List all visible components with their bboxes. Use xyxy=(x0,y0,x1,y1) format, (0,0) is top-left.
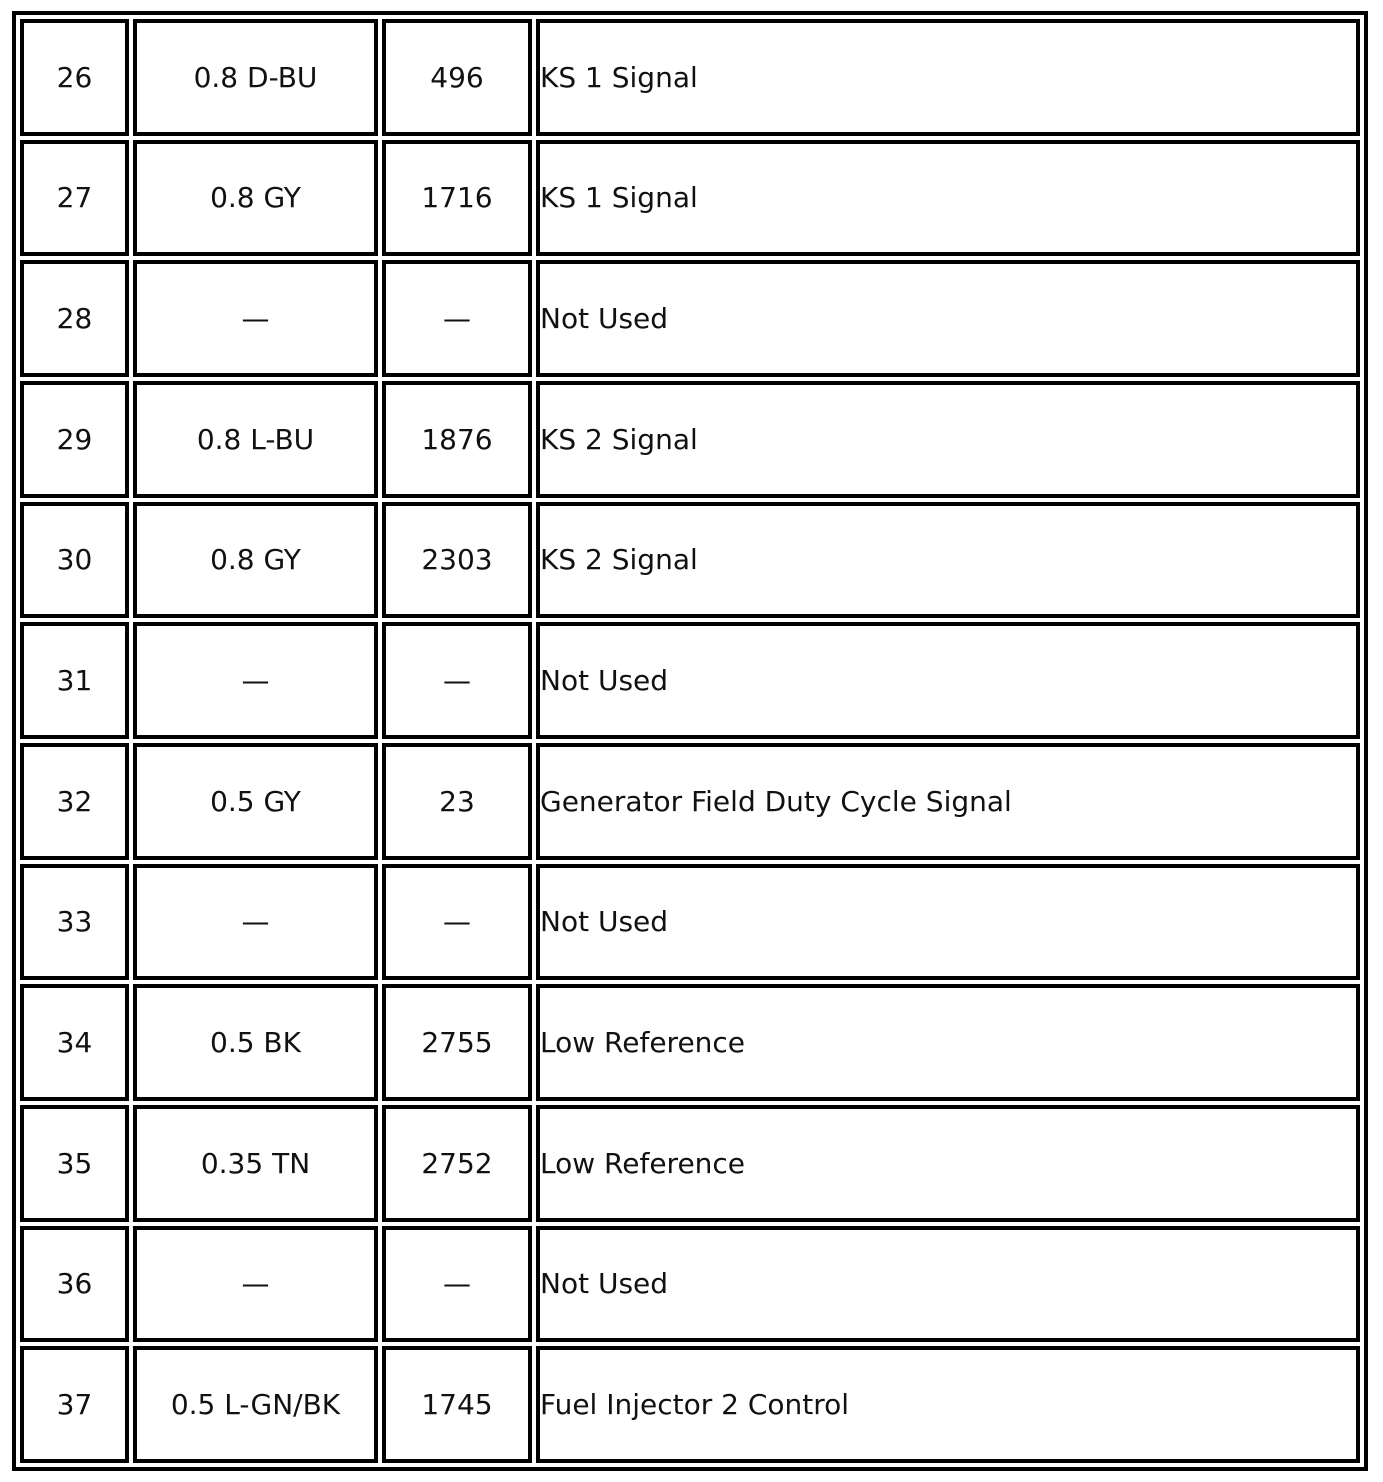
pin-cell: 27 xyxy=(20,140,129,257)
function-cell: KS 1 Signal xyxy=(536,140,1360,257)
wire-cell: 0.8 L-BU xyxy=(133,381,378,498)
circuit-cell: 2752 xyxy=(382,1105,532,1222)
wire-cell: 0.35 TN xyxy=(133,1105,378,1222)
table-row xyxy=(20,864,1360,981)
wire-cell: — xyxy=(133,1226,378,1343)
function-cell: Low Reference xyxy=(536,1105,1360,1222)
connector-pinout-table xyxy=(16,15,1364,1467)
pin-cell: 34 xyxy=(20,984,129,1101)
pin-cell: 31 xyxy=(20,622,129,739)
pin-cell: 37 xyxy=(20,1346,129,1463)
function-cell: Low Reference xyxy=(536,984,1360,1101)
connector-pinout-table-frame xyxy=(12,11,1368,1471)
circuit-cell: 2303 xyxy=(382,502,532,619)
circuit-cell: 1876 xyxy=(382,381,532,498)
table-row xyxy=(20,381,1360,498)
pin-cell: 26 xyxy=(20,19,129,136)
pin-cell: 36 xyxy=(20,1226,129,1343)
circuit-cell: — xyxy=(382,1226,532,1343)
function-cell: Not Used xyxy=(536,260,1360,377)
function-cell: Fuel Injector 2 Control xyxy=(536,1346,1360,1463)
circuit-cell: — xyxy=(382,260,532,377)
function-cell: KS 2 Signal xyxy=(536,381,1360,498)
pin-cell: 28 xyxy=(20,260,129,377)
pin-cell: 35 xyxy=(20,1105,129,1222)
circuit-cell: 1716 xyxy=(382,140,532,257)
wire-cell: — xyxy=(133,260,378,377)
circuit-cell: 2755 xyxy=(382,984,532,1101)
table-row xyxy=(20,1105,1360,1222)
wire-cell: 0.5 L-GN/BK xyxy=(133,1346,378,1463)
circuit-cell: 23 xyxy=(382,743,532,860)
function-cell: KS 1 Signal xyxy=(536,19,1360,136)
function-cell: KS 2 Signal xyxy=(536,502,1360,619)
function-cell: Not Used xyxy=(536,864,1360,981)
table-row xyxy=(20,622,1360,739)
table-row xyxy=(20,1346,1360,1463)
wire-cell: 0.8 GY xyxy=(133,140,378,257)
table-row xyxy=(20,19,1360,136)
pin-cell: 29 xyxy=(20,381,129,498)
wire-cell: 0.5 BK xyxy=(133,984,378,1101)
table-row xyxy=(20,502,1360,619)
circuit-cell: — xyxy=(382,864,532,981)
pin-cell: 30 xyxy=(20,502,129,619)
table-row xyxy=(20,1226,1360,1343)
function-cell: Not Used xyxy=(536,1226,1360,1343)
wire-cell: 0.8 D-BU xyxy=(133,19,378,136)
wire-cell: 0.8 GY xyxy=(133,502,378,619)
function-cell: Not Used xyxy=(536,622,1360,739)
function-cell: Generator Field Duty Cycle Signal xyxy=(536,743,1360,860)
table-row xyxy=(20,260,1360,377)
table-row xyxy=(20,984,1360,1101)
circuit-cell: 1745 xyxy=(382,1346,532,1463)
wire-cell: — xyxy=(133,622,378,739)
wire-cell: 0.5 GY xyxy=(133,743,378,860)
table-row xyxy=(20,140,1360,257)
circuit-cell: 496 xyxy=(382,19,532,136)
wire-cell: — xyxy=(133,864,378,981)
circuit-cell: — xyxy=(382,622,532,739)
table-row xyxy=(20,743,1360,860)
pin-cell: 32 xyxy=(20,743,129,860)
pin-cell: 33 xyxy=(20,864,129,981)
